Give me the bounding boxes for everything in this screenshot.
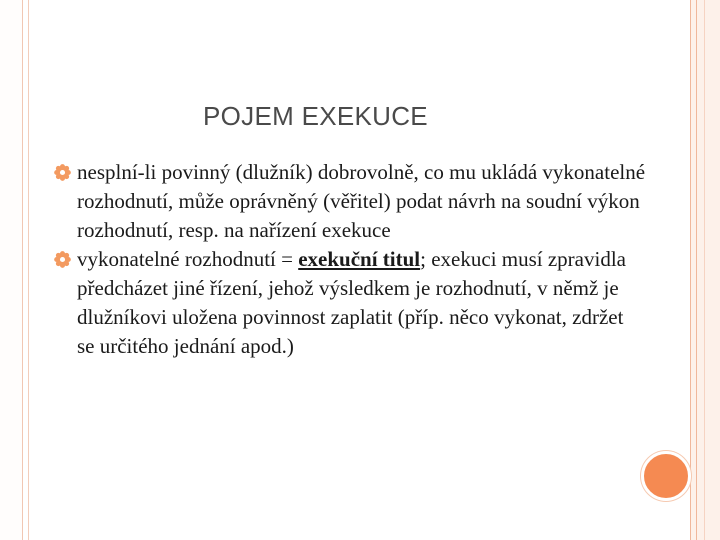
bullet-item [56,245,646,361]
orange-circle-icon [641,451,691,501]
bullet-list [56,158,646,361]
bullet-emphasis: exekuční titul [298,247,421,271]
left-frame-decoration [0,0,23,540]
gear-flower-icon [54,164,71,181]
right-frame-line [704,0,705,540]
bullet-text: nesplní-li povinný (dlužník) dobrovolně, co mu ukládá vykonatelné rozhodnutí, může oprávněný (věřitel) podat návrh na soudní výkon rozhodnutí, resp. na nařízení exekuce [77,160,646,242]
right-frame-decoration [690,0,720,540]
bullet-text-after: ; exekuci musí zpravidla předcházet jiné řízení, jehož výsledkem je rozhodnutí, v němž je dlužníkovi uložena povinnost zaplatit (příp. něco vykonat, zdržet se určitého jednání apod.) [77,247,626,358]
right-frame-line [696,0,697,540]
gear-flower-icon [54,251,71,268]
slide-title: POJEM EXEKUCE [203,101,428,131]
bullet-text-before: vykonatelné rozhodnutí = [77,247,299,271]
bullet-item [56,158,646,245]
right-frame-line [690,0,691,540]
